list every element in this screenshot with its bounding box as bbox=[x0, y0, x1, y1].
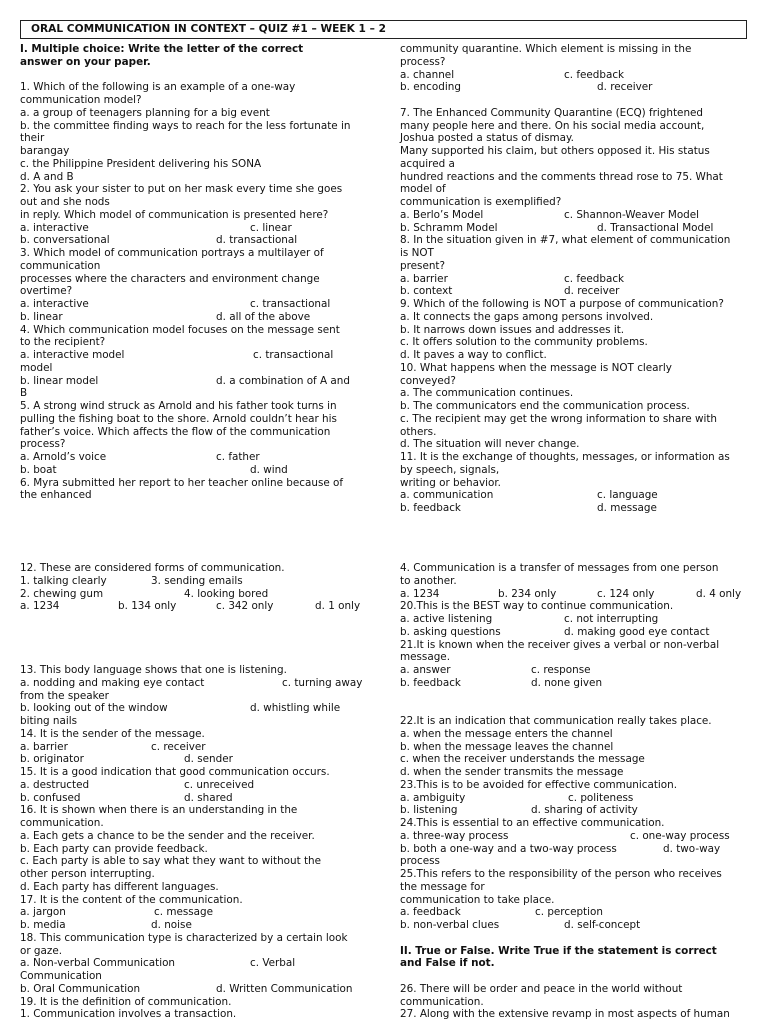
option-25c: c. perception bbox=[535, 906, 603, 919]
options-21ac bbox=[400, 664, 750, 677]
question-8-cont: present? bbox=[400, 259, 446, 272]
question-15: 15. It is a good indication that good communication occurs. bbox=[20, 766, 330, 778]
option-18b: b. Oral Communication bbox=[20, 982, 141, 995]
question-21-cont: message. bbox=[400, 651, 450, 664]
option-1b-cont: their bbox=[20, 132, 45, 145]
question-6-cont: the enhanced bbox=[20, 489, 92, 502]
options-11ac bbox=[400, 489, 750, 502]
question-1: 1. Which of the following is an example of a one-way bbox=[20, 81, 296, 94]
options-21bd bbox=[400, 677, 750, 690]
option-14c: c. receiver bbox=[151, 740, 206, 753]
option-7a: a. Berlo’s Model bbox=[400, 208, 484, 221]
items-12-2-4 bbox=[20, 588, 378, 601]
question-25-cont: communication to take place. bbox=[400, 893, 555, 906]
option-15b: b. confused bbox=[20, 791, 81, 804]
question-5: 5. A strong wind struck as Arnold and his father took turns in bbox=[20, 400, 337, 412]
option-17a: a. jargon bbox=[20, 906, 66, 919]
options-17ac bbox=[20, 906, 378, 919]
option-18c: c. Verbal bbox=[250, 957, 296, 970]
option-21d: d. none given bbox=[531, 676, 603, 689]
options-20ac bbox=[400, 613, 750, 626]
option-16b: b. Each party can provide feedback. bbox=[20, 842, 208, 855]
option-13d-cont: biting nails bbox=[20, 715, 78, 727]
option-18c-cont: Communication bbox=[20, 970, 102, 982]
option-13c: c. turning away bbox=[282, 676, 363, 689]
option-19d: d. 4 only bbox=[696, 587, 742, 600]
option-16c: c. Each party is able to say what they want to without the bbox=[20, 855, 322, 868]
question-8: 8. In the situation given in #7, what element of communication bbox=[400, 234, 731, 247]
spacer bbox=[400, 932, 750, 945]
spacer bbox=[20, 613, 378, 626]
option-8d: d. receiver bbox=[564, 285, 620, 298]
option-6d: d. receiver bbox=[597, 81, 653, 94]
section-1-heading: I. Multiple choice: Write the letter of the correct bbox=[20, 43, 304, 55]
options-7bd bbox=[400, 222, 750, 235]
question-3-cont: processes where the characters and environment change bbox=[20, 272, 320, 285]
question-25-cont: the message for bbox=[400, 880, 485, 893]
question-3-cont: communication bbox=[20, 259, 101, 272]
option-4d-cont: B bbox=[20, 387, 28, 400]
options-20bd bbox=[400, 626, 750, 639]
spacer bbox=[20, 651, 378, 664]
option-11d: d. message bbox=[597, 502, 657, 514]
option-10d: d. The situation will never change. bbox=[400, 438, 580, 451]
options-4bd bbox=[20, 375, 378, 388]
option-6c: c. feedback bbox=[564, 68, 625, 81]
question-10: 10. What happens when the message is NOT clearly bbox=[400, 361, 672, 374]
option-16c-cont: other person interrupting. bbox=[20, 868, 155, 880]
question-11-cont: by speech, signals, bbox=[400, 463, 500, 476]
option-11b: b. feedback bbox=[400, 502, 461, 514]
option-18a: a. Non-verbal Communication bbox=[20, 957, 176, 970]
option-1c: c. the Philippine President delivering his SONA bbox=[20, 157, 262, 170]
question-7-cont: Many supported his claim, but others opposed it. His status bbox=[400, 145, 710, 157]
option-16d: d. Each party has different languages. bbox=[20, 880, 219, 893]
question-21: 21.It is known when the receiver gives a verbal or non-verbal bbox=[400, 638, 720, 651]
right-column-top bbox=[400, 43, 750, 515]
question-4-cont: to the recipient? bbox=[20, 336, 106, 349]
question-6-cont: community quarantine. Which element is missing in the bbox=[400, 43, 692, 55]
question-11: 11. It is the exchange of thoughts, messages, or information as bbox=[400, 451, 730, 463]
option-5b: b. boat bbox=[20, 463, 57, 476]
option-21a: a. answer bbox=[400, 664, 451, 676]
option-24a: a. three-way process bbox=[400, 829, 509, 842]
option-25b: b. non-verbal clues bbox=[400, 919, 500, 931]
option-2b: b. conversational bbox=[20, 234, 110, 247]
question-7-cont: hundred reactions and the comments thread rose to 75. What bbox=[400, 170, 723, 183]
question-19: 19. It is the definition of communication. bbox=[20, 995, 232, 1008]
option-11c: c. language bbox=[597, 489, 658, 502]
spacer bbox=[400, 690, 750, 703]
option-17c: c. message bbox=[154, 906, 214, 919]
option-10a: a. The communication continues. bbox=[400, 387, 574, 400]
options-8ac bbox=[400, 273, 750, 286]
question-26: 26. There will be order and peace in the world without bbox=[400, 982, 683, 995]
option-3b: b. linear bbox=[20, 310, 63, 323]
option-22d: d. when the sender transmits the message bbox=[400, 766, 624, 778]
question-20: 20.This is the BEST way to continue communication. bbox=[400, 600, 674, 613]
options-11bd bbox=[400, 502, 750, 515]
question-11-cont: writing or behavior. bbox=[400, 476, 501, 489]
option-3a: a. interactive bbox=[20, 298, 89, 310]
option-13b: b. looking out of the window bbox=[20, 702, 168, 715]
option-19a: a. 1234 bbox=[400, 587, 440, 600]
option-9c: c. It offers solution to the community problems. bbox=[400, 336, 648, 349]
option-18d: d. Written Communication bbox=[216, 982, 353, 995]
option-13c-cont: from the speaker bbox=[20, 689, 109, 702]
question-10-cont: conveyed? bbox=[400, 374, 456, 387]
question-5-cont: pulling the fishing boat to the shore. Arnold couldn’t hear his bbox=[20, 412, 337, 425]
option-9d: d. It paves a way to conflict. bbox=[400, 349, 547, 361]
option-19c: c. 124 only bbox=[597, 587, 655, 600]
option-8b: b. context bbox=[400, 285, 453, 298]
options-2bd bbox=[20, 234, 378, 247]
option-4c: c. transactional bbox=[253, 349, 334, 361]
option-22c: c. when the receiver understands the message bbox=[400, 753, 645, 766]
option-23a: a. ambiguity bbox=[400, 791, 466, 804]
question-9: 9. Which of the following is NOT a purpose of communication? bbox=[400, 298, 724, 310]
question-3-cont: overtime? bbox=[20, 285, 73, 298]
options-23bd bbox=[400, 804, 750, 817]
question-2-cont: in reply. Which model of communication is presented here? bbox=[20, 208, 329, 221]
option-22a: a. when the message enters the channel bbox=[400, 727, 613, 740]
option-1b-cont: barangay bbox=[20, 145, 70, 157]
option-3c: c. transactional bbox=[250, 298, 331, 310]
question-1-cont: communication model? bbox=[20, 94, 142, 106]
spacer bbox=[400, 702, 750, 715]
options-12 bbox=[20, 600, 378, 613]
question-12: 12. These are considered forms of communication. bbox=[20, 562, 285, 574]
section-2-heading: II. True or False. Write True if the statement is correct bbox=[400, 944, 717, 957]
option-1b: b. the committee finding ways to reach for the less fortunate in bbox=[20, 119, 351, 132]
question-6-cont: process? bbox=[400, 55, 446, 68]
option-17b: b. media bbox=[20, 919, 66, 931]
option-9a: a. It connects the gaps among persons involved. bbox=[400, 310, 654, 323]
question-18: 18. This communication type is characterized by a certain look bbox=[20, 931, 348, 944]
option-3d: d. all of the above bbox=[216, 310, 311, 323]
item-12-1: 1. talking clearly bbox=[20, 574, 107, 587]
option-15c: c. unreceived bbox=[184, 778, 255, 791]
option-6b: b. encoding bbox=[400, 81, 461, 94]
item-19-4: 4. Communication is a transfer of messages from one person bbox=[400, 562, 719, 574]
option-7b: b. Schramm Model bbox=[400, 221, 498, 234]
options-2ac bbox=[20, 222, 378, 235]
question-27: 27. Along with the extensive revamp in most aspects of human bbox=[400, 1008, 730, 1021]
question-16-cont: communication. bbox=[20, 817, 104, 829]
option-21c: c. response bbox=[531, 664, 591, 676]
question-26-cont: communication. bbox=[400, 995, 484, 1008]
option-2d: d. transactional bbox=[216, 234, 298, 247]
option-4b: b. linear model bbox=[20, 374, 99, 387]
option-22b: b. when the message leaves the channel bbox=[400, 740, 614, 753]
left-column-bottom bbox=[20, 562, 378, 1021]
option-9b: b. It narrows down issues and addresses it. bbox=[400, 323, 625, 336]
options-18bd bbox=[20, 983, 378, 996]
items-12-1-3 bbox=[20, 575, 378, 588]
item-12-3: 3. sending emails bbox=[151, 574, 243, 587]
question-6: 6. Myra submitted her report to her teacher online because of bbox=[20, 476, 344, 489]
question-25: 25.This refers to the responsibility of the person who receives bbox=[400, 868, 722, 880]
options-15ac bbox=[20, 779, 378, 792]
question-24: 24.This is essential to an effective communication. bbox=[400, 817, 665, 829]
question-23: 23.This is to be avoided for effective communication. bbox=[400, 778, 678, 791]
options-15bd bbox=[20, 792, 378, 805]
options-18ac bbox=[20, 957, 378, 970]
question-4: 4. Which communication model focuses on the message sent bbox=[20, 323, 340, 336]
item-12-4: 4. looking bored bbox=[184, 587, 269, 600]
options-23ac bbox=[400, 792, 750, 805]
question-8-cont: is NOT bbox=[400, 247, 434, 259]
option-4d: d. a combination of A and bbox=[216, 374, 350, 387]
option-7d: d. Transactional Model bbox=[597, 221, 714, 234]
option-25d: d. self-concept bbox=[564, 919, 641, 931]
question-3: 3. Which model of communication portrays a multilayer of bbox=[20, 247, 324, 259]
option-20c: c. not interrupting bbox=[564, 613, 659, 625]
option-10b: b. The communicators end the communication process. bbox=[400, 400, 690, 412]
options-13bd bbox=[20, 702, 378, 715]
option-12a: a. 1234 bbox=[20, 600, 60, 613]
question-7-cont: many people here and there. On his social media account, bbox=[400, 119, 705, 132]
spacer bbox=[400, 94, 750, 107]
options-14bd bbox=[20, 753, 378, 766]
question-22: 22.It is an indication that communication really takes place. bbox=[400, 715, 712, 727]
options-13ac bbox=[20, 677, 378, 690]
option-20d: d. making good eye contact bbox=[564, 625, 710, 638]
options-3bd bbox=[20, 311, 378, 324]
option-7c: c. Shannon-Weaver Model bbox=[564, 208, 700, 221]
option-14d: d. sender bbox=[184, 753, 233, 766]
section-2-heading-cont: and False if not. bbox=[400, 957, 495, 970]
options-6ac bbox=[400, 69, 750, 82]
question-2: 2. You ask your sister to put on her mask every time she goes bbox=[20, 183, 343, 196]
options-24ac bbox=[400, 830, 750, 843]
option-12b: b. 134 only bbox=[118, 600, 177, 613]
question-16: 16. It is shown when there is an understanding in the bbox=[20, 804, 298, 817]
question-5-cont: process? bbox=[20, 438, 66, 451]
option-24b: b. both a one-way and a two-way process bbox=[400, 842, 617, 855]
options-19 bbox=[400, 588, 750, 601]
option-15a: a. destructed bbox=[20, 778, 90, 791]
option-21b: b. feedback bbox=[400, 676, 461, 689]
left-column-top bbox=[20, 43, 378, 502]
option-14a: a. barrier bbox=[20, 740, 68, 753]
option-5c: c. father bbox=[216, 451, 260, 463]
question-13: 13. This body language shows that one is listening. bbox=[20, 664, 287, 676]
options-17bd bbox=[20, 919, 378, 932]
options-7ac bbox=[400, 209, 750, 222]
option-15d: d. shared bbox=[184, 791, 233, 804]
options-25bd bbox=[400, 919, 750, 932]
options-8bd bbox=[400, 285, 750, 298]
option-2c: c. linear bbox=[250, 221, 292, 234]
option-8c: c. feedback bbox=[564, 272, 625, 285]
option-19b: b. 234 only bbox=[498, 587, 557, 600]
options-25ac bbox=[400, 906, 750, 919]
option-24d: d. two-way bbox=[663, 842, 721, 855]
option-12c: c. 342 only bbox=[216, 600, 274, 613]
question-7-cont: model of bbox=[400, 183, 446, 196]
option-6a: a. channel bbox=[400, 68, 455, 81]
option-10c-cont: others. bbox=[400, 425, 437, 438]
right-column-bottom bbox=[400, 562, 750, 1021]
question-7-cont: Joshua posted a status of dismay. bbox=[400, 132, 574, 145]
item-19-4-cont: to another. bbox=[400, 574, 457, 587]
option-23b: b. listening bbox=[400, 804, 458, 817]
option-14b: b. originator bbox=[20, 753, 84, 766]
option-20b: b. asking questions bbox=[400, 625, 501, 638]
question-7-cont: communication is exemplified? bbox=[400, 196, 562, 208]
item-19-1: 1. Communication involves a transaction. bbox=[20, 1008, 237, 1021]
option-1d: d. A and B bbox=[20, 170, 74, 183]
question-18-cont: or gaze. bbox=[20, 944, 63, 957]
options-14ac bbox=[20, 741, 378, 754]
quiz-title: ORAL COMMUNICATION IN CONTEXT – QUIZ #1 – WEEK 1 – 2 bbox=[20, 20, 747, 39]
option-5a: a. Arnold’s voice bbox=[20, 451, 107, 463]
spacer bbox=[20, 639, 378, 652]
option-8a: a. barrier bbox=[400, 272, 448, 285]
options-3ac bbox=[20, 298, 378, 311]
question-2-cont: out and she nods bbox=[20, 196, 110, 208]
option-24d-cont: process bbox=[400, 855, 440, 868]
item-12-2: 2. chewing gum bbox=[20, 587, 104, 600]
option-17d: d. noise bbox=[151, 919, 192, 931]
question-14: 14. It is the sender of the message. bbox=[20, 727, 205, 740]
option-25a: a. feedback bbox=[400, 906, 461, 919]
option-13d: d. whistling while bbox=[250, 702, 341, 715]
option-5d: d. wind bbox=[250, 463, 288, 476]
options-5bd bbox=[20, 464, 378, 477]
spacer bbox=[20, 69, 378, 82]
option-4a: a. interactive model bbox=[20, 349, 125, 361]
option-4c-cont: model bbox=[20, 361, 53, 374]
question-17: 17. It is the content of the communication. bbox=[20, 893, 243, 906]
question-7-cont: acquired a bbox=[400, 157, 455, 170]
option-1a: a. a group of teenagers planning for a big event bbox=[20, 106, 270, 119]
option-11a: a. communication bbox=[400, 489, 494, 502]
options-6bd bbox=[400, 81, 750, 94]
options-4ac bbox=[20, 349, 378, 362]
option-12d: d. 1 only bbox=[315, 600, 361, 613]
option-10c: c. The recipient may get the wrong information to share with bbox=[400, 412, 718, 425]
option-23c: c. politeness bbox=[568, 791, 634, 804]
question-7: 7. The Enhanced Community Quarantine (ECQ) frightened bbox=[400, 106, 704, 119]
option-23d: d. sharing of activity bbox=[531, 804, 638, 817]
option-24c: c. one-way process bbox=[630, 829, 730, 842]
spacer bbox=[20, 626, 378, 639]
option-16a: a. Each gets a chance to be the sender and the receiver. bbox=[20, 829, 315, 842]
options-24bd bbox=[400, 843, 750, 856]
option-20a: a. active listening bbox=[400, 613, 493, 625]
options-5ac bbox=[20, 451, 378, 464]
spacer bbox=[400, 970, 750, 983]
question-5-cont: father’s voice. Which affects the flow of the communication bbox=[20, 425, 331, 438]
option-13a: a. nodding and making eye contact bbox=[20, 676, 205, 689]
section-1-heading-cont: answer on your paper. bbox=[20, 55, 151, 68]
option-2a: a. interactive bbox=[20, 221, 89, 234]
